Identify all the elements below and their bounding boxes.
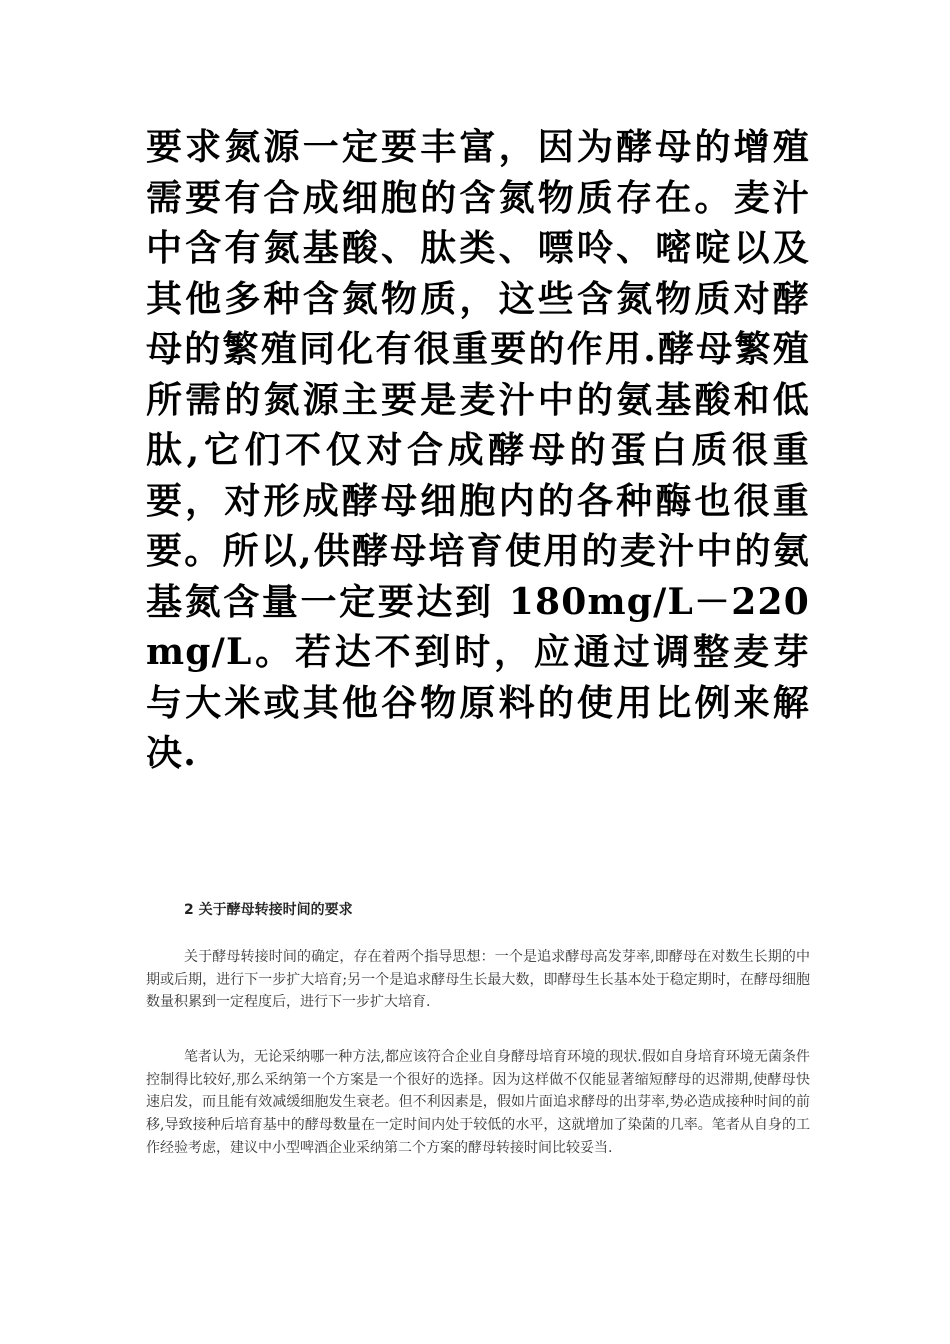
body-paragraph-2: 笔者认为，无论采纳哪一种方法,都应该符合企业自身酵母培育环境的现状.假如自身培育环境无菌条件控制得比较好,那么采纳第一个方案是一个很好的选择。因为这样做不仅能显著缩短酵母的迟滞期,使酵母快速启发，而且能有效减缓细胞发生衰老。但不利因素是，假如片面追求酵母的出芽率,势必造成接种时间的前移,导致接种后培育基中的酵母数量在一定时间内处于较低的水平，这就增加了染菌的几率。笔者从自身的工作经验考虑，建议中小型啤酒企业采纳第二个方案的酵母转接时间比较妥当.	[146, 1049, 810, 1156]
large-text-paragraph: 要求氮源一定要丰富，因为酵母的增殖需要有合成细胞的含氮物质存在。麦汁中含有氮基酸、肽类、嘌呤、嘧啶以及其他多种含氮物质，这些含氮物质对酵母的繁殖同化有很重要的作用.酵母繁殖所需的氮源主要是麦汁中的氨基酸和低肽,它们不仅对合成酵母的蛋白质很重要，对形成酵母细胞内的各种酶也很重要。所以,供酵母培育使用的麦汁中的氨基氮含量一定要达到 180mg/L－220mg/L。若达不到时，应通过调整麦芽与大米或其他谷物原料的使用比例来解决.	[146, 126, 810, 774]
body-paragraph-1: 关于酵母转接时间的确定，存在着两个指导思想：一个是追求酵母高发芽率,即酵母在对数生长期的中期或后期，进行下一步扩大培育;另一个是追求酵母生长最大数，即酵母生长基本处于稳定期时，在酵母细胞数量积累到一定程度后，进行下一步扩大培育.	[146, 949, 810, 1011]
section-heading: 2 关于酵母转接时间的要求	[184, 902, 353, 918]
